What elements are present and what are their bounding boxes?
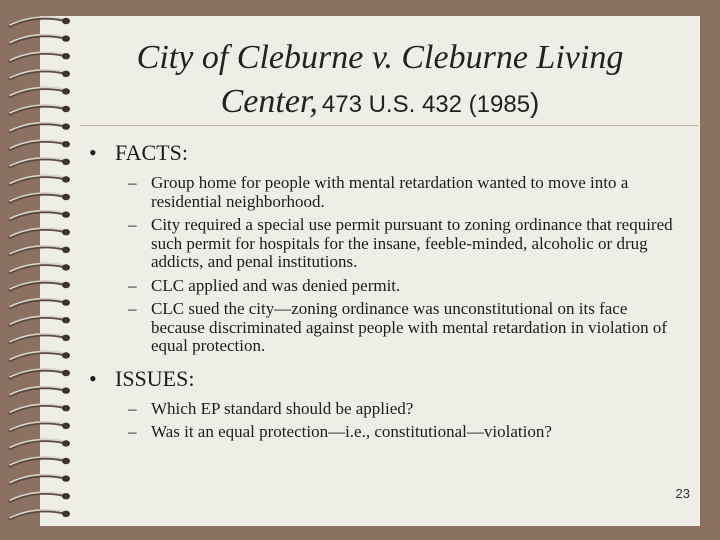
slide-title — [60, 36, 700, 130]
title-line-1: City of Cleburne v. Cleburne Living — [136, 39, 624, 76]
title-divider — [80, 125, 698, 126]
issues-list — [85, 400, 685, 442]
facts-heading: • FACTS: — [85, 140, 685, 166]
facts-list — [85, 174, 685, 356]
list-item: – City required a special use permit pursuant to zoning ordinance that required such permit for hospitals for the insane, feeble-minded, alcoholic or drug addicts, and penal institutions. — [85, 216, 685, 272]
title-citation: 473 U.S. 432 (1985 — [321, 91, 531, 118]
title-citation-close: ) — [530, 87, 540, 118]
list-item: – CLC applied and was denied permit. — [85, 277, 685, 296]
issues-heading: • ISSUES: — [85, 366, 685, 392]
title-line-2 — [60, 80, 700, 130]
list-item: – Group home for people with mental retardation wanted to move into a residential neighborhood. — [85, 174, 685, 211]
page-number: 23 — [675, 486, 690, 501]
title-case-name-end: Center, — [220, 83, 318, 120]
list-item: – CLC sued the city—zoning ordinance was unconstitutional on its face because discriminated against people with mental retardation in violation of equal protection. — [85, 300, 685, 356]
list-item: – Which EP standard should be applied? — [85, 400, 685, 419]
list-item: – Was it an equal protection—i.e., constitutional—violation? — [85, 423, 685, 442]
slide-body — [85, 140, 685, 452]
